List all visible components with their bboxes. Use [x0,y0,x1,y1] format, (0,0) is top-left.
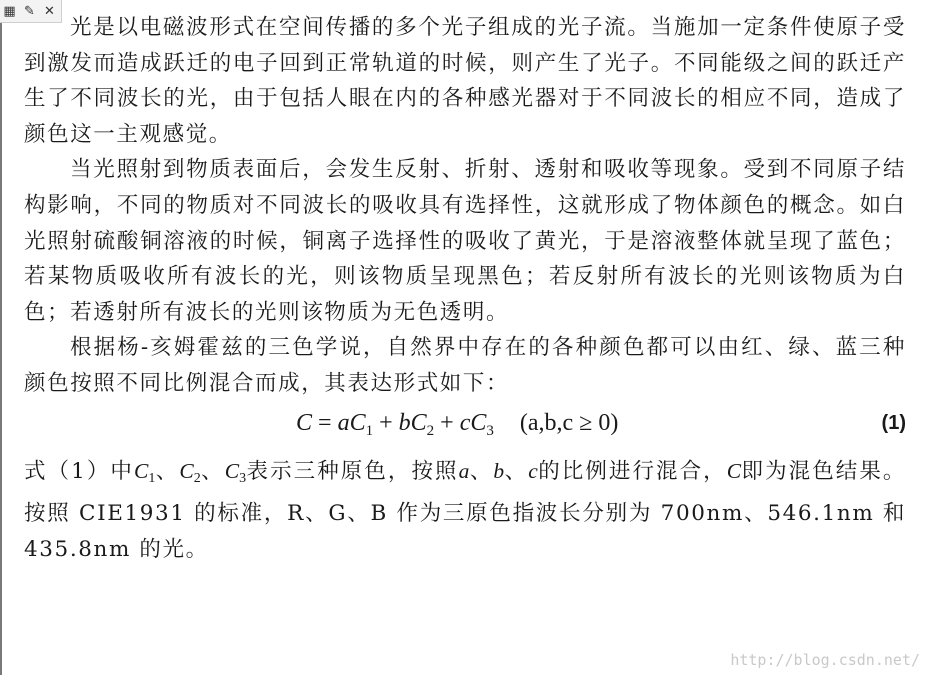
color-mixing-formula: $C = aC_1 + bC_2 + cC_3$ (a,b,c ≥ 0) [296,409,619,439]
formula-condition: (a,b,c ≥ 0) [519,409,619,436]
paragraph-2: 当光照射到物质表面后，会发生反射、折射、透射和吸收等现象。受到不同原子结构影响，不同的物质对不同波长的吸收具有选择性，这就形成了物体颜色的概念。如白光照射硫酸铜溶液的时候，铜离子选择性的吸收了黄光，于是溶液整体就呈现了蓝色；若某物质吸收所有波长的光，则该物质呈现黑色；若反射所有波长的光则该物质为白色；若透射所有波长的光则该物质为无色透明。 [24,157,906,325]
watermark: http://blog.csdn.net/ [730,651,920,669]
paragraph-1: 光是以电磁波形式在空间传播的多个光子组成的光子流。当施加一定条件使原子受到激发而造成跃迁的电子回到正常轨道的时候，则产生了光子。不同能级之间的跃迁产生了不同波长的光，由于包括人眼在内的各种感光器对于不同波长的相应不同，造成了颜色这一主观感觉。 [24,15,906,147]
document-body [24,10,906,567]
grid-icon[interactable]: ▦ [3,3,16,19]
close-icon[interactable]: ✕ [44,3,55,19]
formula-row [24,402,906,454]
equation-number: (1) [881,411,906,434]
paragraph-4: 式（1）中$C_1$、$C_2$、$C_3$表示三种原色，按照a、b、c的比例进行混合，C即为混色结果。按照 CIE1931 的标准，R、G、B 作为三原色指波长分别为 700nm、546.1nm 和 435.8nm 的光。 [24,458,906,562]
window-left-border [0,0,2,675]
edit-pen-icon[interactable]: ✎ [24,3,35,19]
paragraph-3: 根据杨-亥姆霍兹的三色学说，自然界中存在的各种颜色都可以由红、绿、蓝三种颜色按照不同比例混合而成，其表达形式如下： [24,335,906,396]
